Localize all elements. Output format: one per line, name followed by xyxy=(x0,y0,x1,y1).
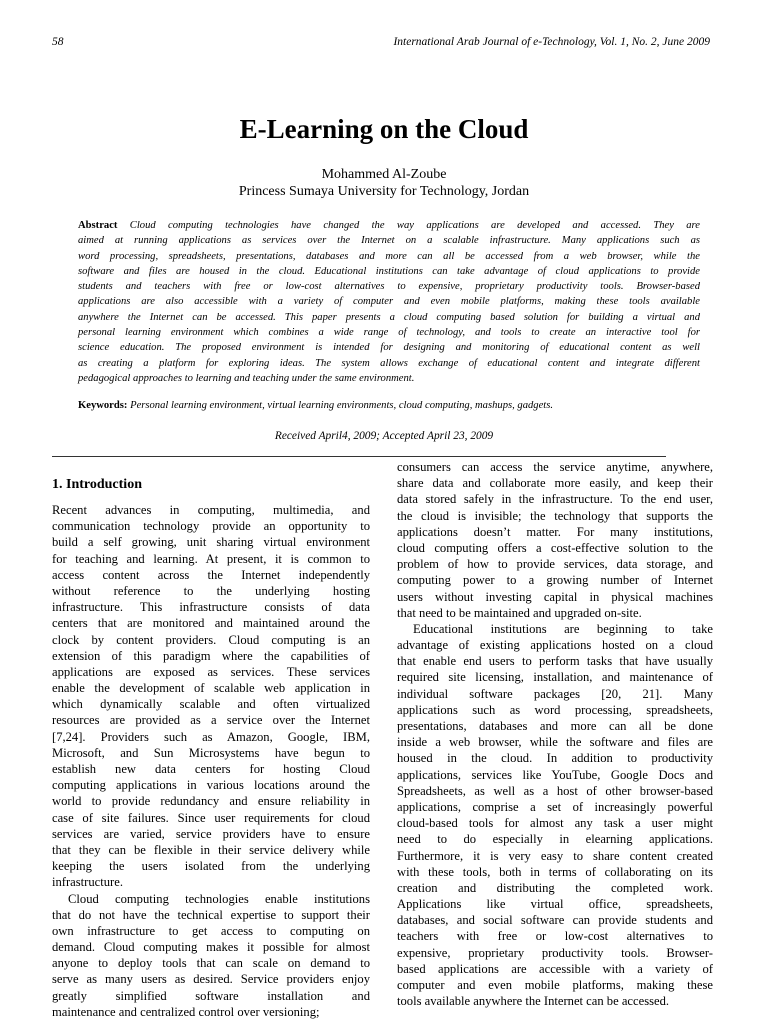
left-column-line: greatly simplified software installation and xyxy=(52,988,370,1003)
left-column-line: extension of this paradigm where the capabilities of xyxy=(52,648,370,663)
right-column-line: problem of how to provide services, data storage, and xyxy=(397,557,713,572)
right-column-line: that enable end users to perform tasks that have usually xyxy=(397,654,713,669)
left-column-line: infrastructure. xyxy=(52,875,123,890)
abstract-line: word processing, spreadsheets, presentations, databases and more can all be accessed from a web browser, while the xyxy=(78,250,700,262)
left-column-line: world to provide redundancy and ensure reliability in xyxy=(52,794,370,809)
right-column-line: presentations, databases and more can all be done xyxy=(397,719,713,733)
author-affiliation: Princess Sumaya University for Technology, Jordan xyxy=(238,184,530,199)
right-column-line: Furthermore, it is very easy to share content created xyxy=(397,848,713,863)
right-column-line: applications doesn’t matter. For many institutions, xyxy=(397,524,713,539)
left-column-line: keeping the users isolated from the underlying xyxy=(52,859,370,874)
left-column-line: Cloud computing technologies enable institutions xyxy=(68,891,370,906)
right-column-line: applications, services like YouTube, Google Docs and xyxy=(397,767,713,782)
right-column-line: consumers can access the service anytime, anywhere, xyxy=(397,460,713,474)
left-column-line: demand. Cloud computing makes it possible for almost xyxy=(52,940,370,955)
abstract-line: Abstract Cloud computing technologies have changed the way applications are developed and accessed. They are xyxy=(78,220,700,231)
right-column-line: expensive, proprietary productivity tools. Browser- xyxy=(397,945,713,960)
left-column-line: Microsoft, and Sun Microsystems have begun to xyxy=(52,745,370,760)
left-column-line: enable the development of scalable web application in xyxy=(52,681,370,696)
right-column-line: teachers with free or low-cost alternatives to xyxy=(397,929,713,944)
abstract-line: science education. The proposed environment is intended for designing and monitoring of educational content as well xyxy=(78,342,700,354)
right-column xyxy=(397,459,713,1009)
abstract-line: applications are also accessible with a variety of computer and even mobile platforms, making these tools available xyxy=(78,296,700,308)
left-column-line: computing applications in various locations around the xyxy=(52,778,370,793)
abstract-line: students and teachers with free or low-cost alternatives to expensive, proprietary productivity tools. Browser-based xyxy=(78,281,700,293)
abstract-line: anywhere the Internet can be accessed. This paper presents a cloud computing based solution for building a virtual and xyxy=(78,311,700,323)
right-column-line: creation and distributing the completed work. xyxy=(397,880,713,895)
left-column-line: that they can be flexible in their service delivery while xyxy=(52,842,370,857)
left-column-line: that do not have the technical expertise to support their xyxy=(52,907,370,922)
left-column-line: infrastructure. This infrastructure consists of data xyxy=(52,600,370,615)
keywords-label: Keywords: xyxy=(78,400,128,411)
left-column-line: applications are exposed as services. These services xyxy=(52,664,370,679)
right-column-line: share data and collaborate more easily, and keep their xyxy=(397,476,713,491)
right-column-line: Spreadsheets, as well as a host of other browser-based xyxy=(397,783,713,798)
left-column-line: services are varied, service providers have to ensure xyxy=(52,826,370,841)
abstract-line: personal learning environment which combines a wide range of technology, and tools to create an interactive tool for xyxy=(78,327,700,339)
left-column-line: establish new data centers for hosting Cloud xyxy=(52,762,370,776)
right-column-line: need to do especially in elearning applications. xyxy=(397,832,713,847)
right-column-line: computer and even mobile platforms, making these xyxy=(397,978,713,992)
left-column xyxy=(52,502,370,1020)
keywords xyxy=(78,400,718,411)
right-column-line: tools available anywhere the Internet can be accessed. xyxy=(397,994,670,1009)
received-dates: Received April4, 2009; Accepted April 23, 2009 xyxy=(274,430,494,442)
right-column-line: with these tools, both in terms of collaborating on its xyxy=(397,864,713,879)
left-column-line: access content across the Internet independently xyxy=(52,567,370,582)
left-column-line: for teaching and learning. At present, it is common to xyxy=(52,551,370,566)
running-header: International Arab Journal of e-Technology, Vol. 1, No. 2, June 2009 xyxy=(393,36,710,48)
right-column-line: Educational institutions are beginning to take xyxy=(413,621,713,636)
right-column-line: users without investing capital in physical machines xyxy=(397,589,713,604)
section-divider xyxy=(52,456,666,457)
abstract-line: software and files are housed in the cloud. Educational institutions can take advantage of cloud applications to provide xyxy=(78,265,700,277)
left-column-line: centers that are monitored and maintained around the xyxy=(52,616,370,631)
right-column-line: based applications are accessible with a variety of xyxy=(397,961,713,976)
right-column-line: that need to be maintained and upgraded on-site. xyxy=(397,605,642,620)
abstract-line: aimed at running applications as services over the Internet on a scalable infrastructure. Many applications such as xyxy=(78,235,700,247)
left-column-line: serve as many users as desired. Service providers enjoy xyxy=(52,972,370,987)
right-column-line: data stored safely in the infrastructure. To the end user, xyxy=(397,492,713,507)
right-column-line: applications, comprise a set of increasingly powerful xyxy=(397,799,713,814)
right-column-line: housed in the cloud. In addition to productivity xyxy=(397,751,713,766)
abstract-line: as creating a platform for exploring ideas. The system allows exchange of educational content and integrate different xyxy=(78,357,700,369)
author-name: Mohammed Al-Zoube xyxy=(321,167,447,182)
left-column-line: clock by content providers. Cloud computing is an xyxy=(52,632,370,647)
keywords-text: Personal learning environment, virtual learning environments, cloud computing, mashups, gadgets. xyxy=(130,400,554,411)
right-column-line: Applications like virtual office, spreadsheets, xyxy=(397,897,713,912)
left-column-line: without reference to the underlying hosting xyxy=(52,583,370,598)
abstract xyxy=(78,218,700,386)
right-column-line: cloud-based tools for almost any task a user might xyxy=(397,816,713,831)
left-column-line: own infrastructure to get access to computing on xyxy=(52,923,370,938)
right-column-line: applications such as word processing, spreadsheets, xyxy=(397,702,713,717)
left-column-line: [7,24]. Providers such as Amazon, Google, IBM, xyxy=(52,729,370,744)
abstract-label: Abstract xyxy=(78,220,118,231)
right-column-line: required site licensing, installation, and maintenance of xyxy=(397,670,713,685)
section-heading: 1. Introduction xyxy=(52,477,142,492)
left-column-line: anyone to deploy tools that can scale on demand to xyxy=(52,956,370,971)
right-column-line: cloud computing offers a cost-effective solution to the xyxy=(397,540,713,555)
right-column-line: inside a web browser, while the software and files are xyxy=(397,735,713,750)
left-column-line: Recent advances in computing, multimedia, and xyxy=(52,503,370,517)
left-column-line: which dynamically scalable and often virtualized xyxy=(52,697,370,712)
left-column-line: build a self growing, unit sharing virtual environment xyxy=(52,535,370,550)
left-column-line: resources are provided as a service over the Internet xyxy=(52,713,370,728)
left-column-line: communication technology provide an opportunity to xyxy=(52,519,370,534)
right-column-line: individual software packages [20, 21]. Many xyxy=(397,686,713,701)
abstract-line: pedagogical approaches to learning and teaching under the same environment. xyxy=(78,372,415,384)
left-column-line: case of site failures. Since user requirements for cloud xyxy=(52,810,370,825)
left-column-line: maintenance and centralized control over versioning; xyxy=(52,1004,320,1019)
page-number: 58 xyxy=(52,36,64,48)
paper-title: E-Learning on the Cloud xyxy=(239,114,529,144)
right-column-line: computing power to a growing number of Internet xyxy=(397,573,713,588)
right-column-line: databases, and social software can provide students and xyxy=(397,913,713,928)
right-column-line: the cloud is invisible; the technology that supports the xyxy=(397,508,713,523)
right-column-line: advantage of existing applications hosted on a cloud xyxy=(397,638,713,653)
